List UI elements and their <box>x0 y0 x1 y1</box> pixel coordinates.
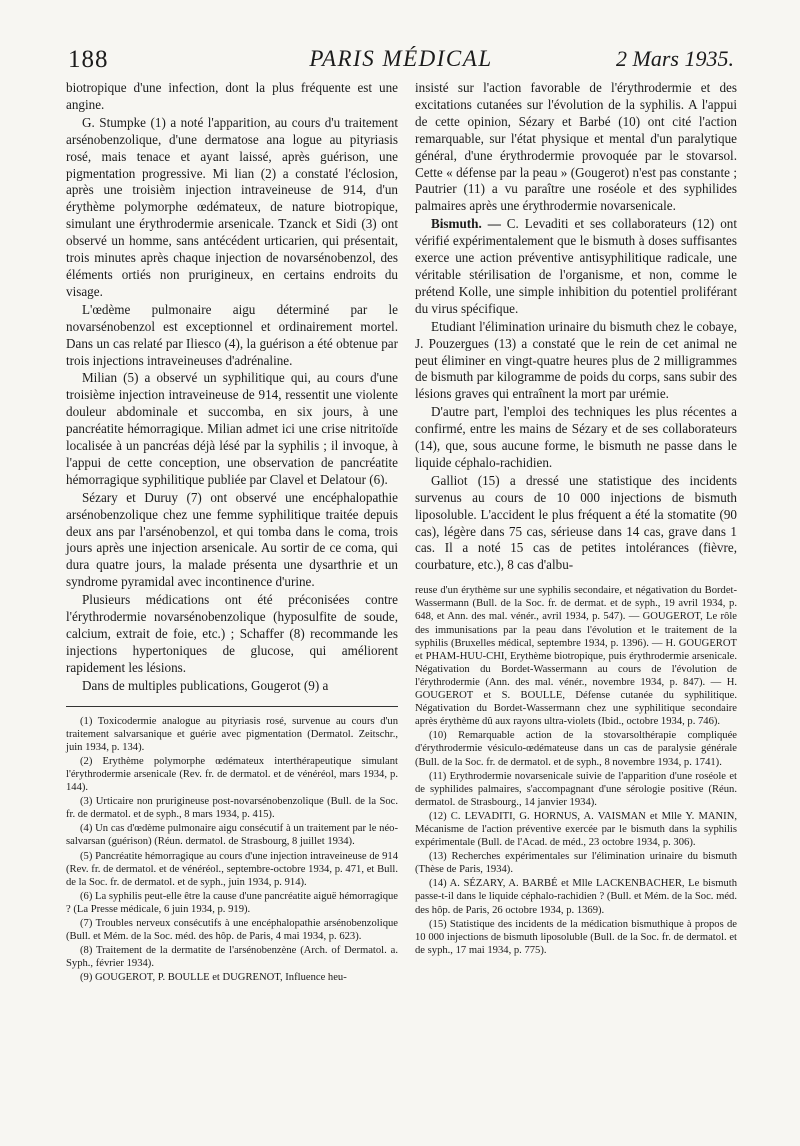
paragraph: Dans de multiples publications, Gougerot (9) a <box>82 677 329 693</box>
paragraph: Etudiant l'élimination urinaire du bismuth chez le cobaye, J. Pouzergues (13) a constaté que le rein de cet animal ne peut éliminer en vingt-quatre heures plus de 2 milligrammes de bismuth par kilogramme de poids du corps, sans subir des lésions graves qui entraînent la mort par urémie. <box>415 318 737 402</box>
footnote: reuse d'un érythème sur une syphilis secondaire, et négativation du Bordet-Wassermann (Bull. de la Soc. fr. de dermat. et de syph., 19 avril 1934, p. 648, et Ann. des mal. vénér., avril 1934, p. 547). — GOUGEROT, Le rôle des immunisations par la peau dans l'évolution et le traitement de la syphilis (Bruxelles médical, septembre 1934, p. 1396). — H. GOUGEROT et PHAM-HUU-CHI, Erythème biotropique, puis érythrodermie arsenicale. Négativation du Bordet-Wassermann au cours de l'évolution de l'érythrodermie (Ann. des mal. vénér., novembre 1934, p. 847). — H. GOUGEROT et S. BOULLE, Défense cutanée du syphilitique. Négativation du Bordet-Wassermann chez une syphilitique secondaire après érythème dû aux rayons ultra-violets (Ibid., octobre 1934, p. 746). <box>415 585 737 728</box>
footnote: (5) Pancréatite hémorragique au cours d'une injection intraveineuse de 914 (Rev. fr. de dermatol. et de vénéréol., septembre-octobre 1934, p. 471, et Bull. de la Soc. fr. de dermatol. et de syph., juin 1934, p. 914). <box>66 850 398 888</box>
footnote: (14) A. SÉZARY, A. BARBÉ et Mlle LACKENBACHER, Le bismuth passe-t-il dans le liquide céphalo-rachidien ? (Bull. et Mém. de la Soc. méd. des hôp. de Paris, 26 octobre 1934, p. 1369). <box>415 878 737 916</box>
footnote: (12) C. LEVADITI, G. HORNUS, A. VAISMAN et Mlle Y. MANIN, Mécanisme de l'action préventive exercée par le bismuth dans la syphilis expérimentale (Bull. de l'Acad. de méd., 23 octobre 1934, p. 306). <box>415 810 737 849</box>
footnote: (13) Recherches expérimentales sur l'élimination urinaire du bismuth (Thèse de Paris, 1934). <box>415 851 737 876</box>
right-footnotes <box>415 584 737 957</box>
footnote: (7) Troubles nerveux consécutifs à une encéphalopathie arsénobenzolique (Bull. et Mém. de la Soc. méd. des hôp. de Paris, 4 mai 1934, p. 623). <box>66 918 398 943</box>
footnote: (4) Un cas d'œdème pulmonaire aigu consécutif à un traitement par le néo-salvarsan (guérison) (Réun. dermatol. de Strasbourg, 8 juillet 1934). <box>66 823 398 848</box>
paragraph: D'autre part, l'emploi des techniques les plus récentes a confirmé, entre les mains de Sézary et de ses collaborateurs (14), que, sous aucune forme, le bismuth ne passe dans le liquide céphalo-rachidien. <box>415 404 737 470</box>
footnote: (2) Erythème polymorphe œdémateux interthérapeutique simulant l'érythrodermie arsenicale (Rev. fr. de dermatol. et de vénéréol, mars 1934, p. 144). <box>66 755 398 794</box>
footnote: (10) Remarquable action de la stovarsolthérapie compliquée d'érythrodermie vésiculo-œdémateuse dans un cas de paralysie générale (Bull. de la Soc. fr. de dermatol. et de syph., 8 novembre 1934, p. 1741). <box>415 730 737 768</box>
footnote-divider <box>66 706 398 707</box>
paragraph: Galliot (15) a dressé une statistique des incidents survenus au cours de 10 000 injections de bismuth liposoluble. L'accident le plus fréquent a été la stomatite (90 cas), légère dans 75 cas, sérieuse dans 14 cas, grave dans 1 cas. Il a noté 15 cas de petites intolérances (fièvre, courbature, etc.), 8 cas d'albu- <box>415 472 737 573</box>
paragraph: Milian (5) a observé un syphilitique qui, au cours d'une troisième injection intraveineuse de 914, ressentit une violente douleur abdominale et succomba, en six jours, à une pancréatite hémorragique. Milian admet ici une crise nitritoïde localisée à un pancréas déjà lésé par la syphilis ; il invoque, à l'appui de cette conception, une observation de pancréatite hémorragique syphilitique publiée par Clavel et Delatour (6). <box>66 370 398 487</box>
footnote: (1) Toxicodermie analogue au pityriasis rosé, survenue au cours d'un traitement salvarsanique et guérie avec pigmentation (Dermatol. Zeitschr., juin 1934, p. 134). <box>66 715 398 753</box>
left-footnotes <box>66 715 398 985</box>
left-body <box>66 80 398 695</box>
paragraph: L'œdème pulmonaire aigu déterminé par le novarsénobenzol est exceptionnel et ordinairement mortel. Dans un cas relaté par Iliesco (4), la guérison a été obtenue par trois injections intraveineuses d'adrénaline. <box>66 301 398 368</box>
paragraph-bismuth <box>415 216 737 317</box>
paragraph: Sézary et Duruy (7) ont observé une encéphalopathie arsénobenzolique chez une femme syphilitique traitée depuis deux ans par l'arsénobenzol, et qui tomba dans le coma, trois jours après une injection arsenicale. Au sortir de ce coma, qui dura quatre jours, la malade présenta une dysarthrie et un syndrome pyramidal avec incontinence d'urine. <box>66 489 398 590</box>
footnote: (6) La syphilis peut-elle être la cause d'une pancréatite aiguë hémorragique ? (La Presse médicale, 6 juin 1934, p. 919). <box>66 890 398 915</box>
paragraph: Plusieurs médications ont été préconisées contre l'érythrodermie novarsénobenzolique (hyposulfite de soude, calcium, extrait de foie, etc.) ; Schaffer (8) recommande les injections hypertoniques de glucose, qui améliorent rapidement les lésions. <box>66 592 398 675</box>
footnote: (3) Urticaire non prurigineuse post-novarsénobenzolique (Bull. de la Soc. fr. de dermatol. et de syph., 8 mars 1934, p. 415). <box>66 796 398 821</box>
page-header <box>68 42 734 78</box>
page-number: 188 <box>68 46 109 73</box>
paragraph: biotropique d'une infection, dont la plus fréquente est une angine. <box>66 80 398 112</box>
left-column <box>66 80 398 1116</box>
right-column <box>415 80 737 1116</box>
issue-date: 2 Mars 1935. <box>616 46 734 71</box>
footnote: (15) Statistique des incidents de la médication bismuthique à propos de 10 000 injections de bismuth liposoluble (Bull. de la Soc. fr. de dermatol. et de syph., 17 mai 1934, p. 775). <box>415 918 737 956</box>
paragraph: G. Stumpke (1) a noté l'apparition, au cours d'u traitement arsénobenzolique, d'une dermatose ana logue au pityriasis rosé, mais tenace et ayant laissé, après guérison, une pigmentation progressive. Mi lian (2) a constaté l'éclosion, après une troisièm injection intraveineuse de 914, d'un érythème polymorphe œdémateux, de nature biotropique, simulant une érythrodermie arsenicale. Tzanck et Sidi (3) ont observé un homme, sans antécédent urticarien, qui présentait, trois minutes après chaque injection de novarsénobenzol, des éléments ortiés non prurigineux, en certains endroits du visage. <box>66 114 398 299</box>
footnote: (11) Erythrodermie novarsenicale suivie de l'apparition d'une roséole et de syphilides palmaires, s'accompagnant d'une sérologie positive (Réun. dermatol. de Strasbourg., 14 janvier 1934). <box>415 770 737 808</box>
paragraph: insisté sur l'action favorable de l'érythrodermie et des excitations cutanées sur l'évolution de la syphilis. A l'appui de cette opinion, Sézary et Barbé (10) ont cité l'action remarquable, sur l'état physique et mental d'un paralytique général, d'une érythrodermie provoquée par le stovarsol. Cette « défense par la peau » (Gougerot) n'est pas constante ; Pautrier (11) a vu paraître une roséole et des syphilides palmaires après une érythrodermie novarsenicale. <box>415 80 737 214</box>
footnote: (8) Traitement de la dermatite de l'arsénobenzène (Arch. of Dermatol. a. Syph., février 1934). <box>66 945 398 970</box>
section-heading-bismuth: Bismuth. — <box>431 216 501 232</box>
footnote: (9) GOUGEROT, P. BOULLE et DUGRENOT, Influence heu- <box>80 972 347 984</box>
paragraph-text: C. Levaditi et ses collaborateurs (12) ont vérifié expérimentalement que le bismuth à doses suffisantes exerce une action préventive antisyphilitique radicale, une véritable stérilisation de l'organisme, et non, comme le prétend Kolle, une simple inhibition du potentiel proliférant du virus spécifique. <box>415 216 737 316</box>
journal-title: PARIS MÉDICAL <box>309 46 493 71</box>
right-body <box>415 80 737 574</box>
